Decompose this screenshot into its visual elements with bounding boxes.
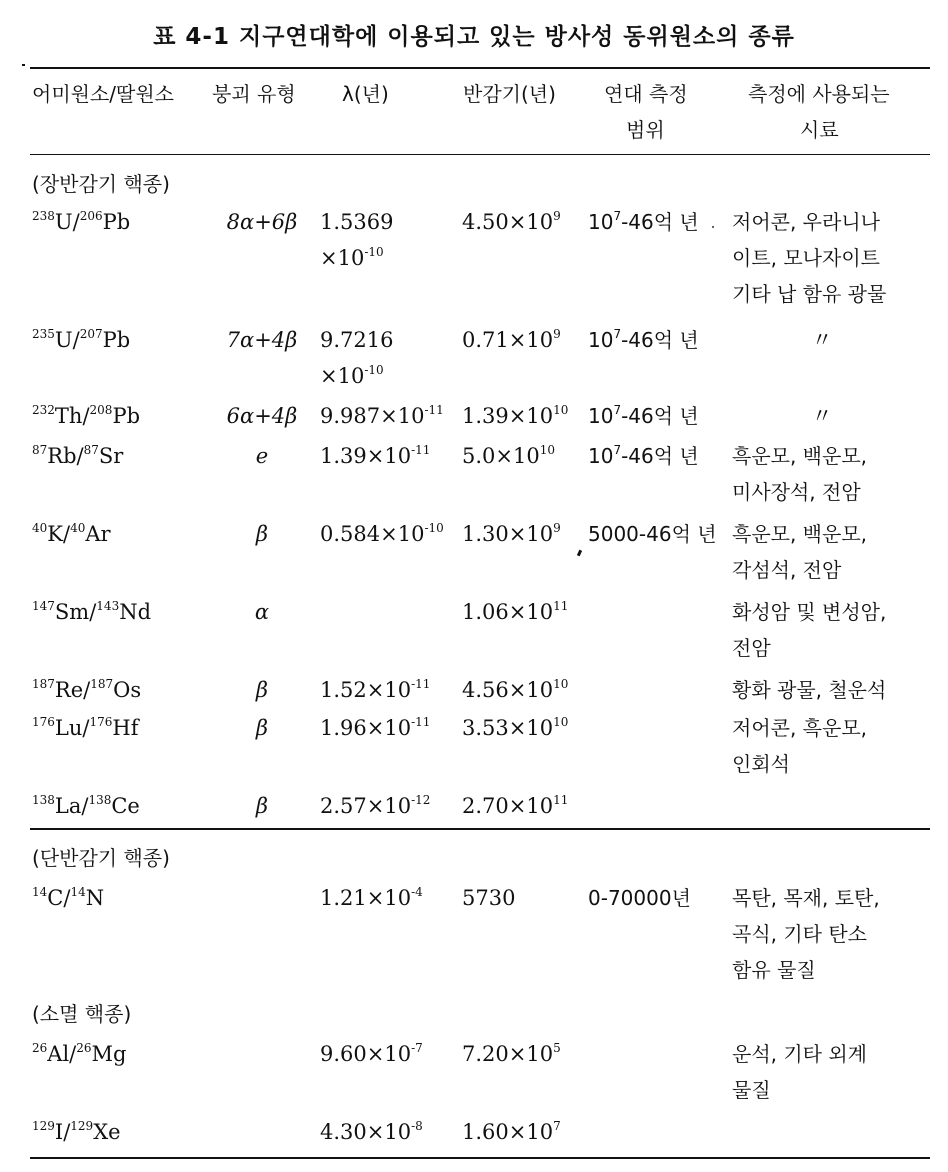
nuclide-la138: $^{138}$La/$^{138}$Ce	[32, 793, 140, 818]
sample-lu176-1: 저어콘, 흑운모,	[732, 716, 867, 740]
sample-rb87-2: 미사장석, 전암	[732, 480, 861, 504]
header-range-2: 범위	[626, 118, 665, 142]
sample-c14-2: 곡식, 기타 탄소	[732, 922, 867, 946]
half-u235: $0.71\times 10^9$	[462, 327, 561, 352]
nuclide-lu176: $^{176}$Lu/$^{176}$Hf	[32, 715, 139, 740]
range-th232: $10^7-46$억 년	[588, 403, 699, 428]
nuclide-re187: $^{187}$Re/$^{187}$Os	[32, 677, 142, 702]
half-rb87: $5.0\times 10^{10}$	[462, 443, 555, 468]
range-u238: $10^7-46$억 년	[588, 209, 699, 234]
lambda-th232: $9.987\times 10^{-11}$	[320, 403, 444, 428]
header-sample-2: 시료	[800, 118, 839, 142]
nuclide-al26: $^{26}$Al/$^{26}$Mg	[32, 1041, 127, 1066]
sample-rb87-1: 흑운모, 백운모,	[732, 444, 867, 468]
nuclide-u238: $^{238}$U/$^{206}$Pb	[32, 209, 131, 234]
sample-c14-3: 함유 물질	[732, 958, 816, 982]
sample-u238-1: 저어콘, 우라니나	[732, 210, 880, 234]
lambda-lu176: $1.96\times 10^{-11}$	[320, 715, 431, 740]
lambda-k40: $0.584\times 10^{-10}$	[320, 521, 444, 546]
decay-re187: β	[255, 678, 269, 702]
half-u238: $4.50\times 10^9$	[462, 209, 561, 234]
lambda-u235-l1: 9.7216	[320, 328, 394, 352]
decay-k40: β	[255, 522, 269, 546]
stray-tick	[577, 550, 582, 557]
range-k40: 5000-46억 년	[588, 522, 717, 546]
decay-u235: 7α+4β	[226, 328, 298, 352]
half-sm147: $1.06\times 10^{11}$	[462, 599, 569, 624]
stray-dot	[712, 226, 714, 228]
decay-th232: 6α+4β	[226, 404, 298, 428]
header-lambda: λ(년)	[342, 82, 389, 106]
half-re187: $4.56\times 10^{10}$	[462, 677, 569, 702]
sample-th232: 〃	[811, 404, 833, 428]
range-u235: $10^7-46$억 년	[588, 327, 699, 352]
lambda-rb87: $1.39\times 10^{-11}$	[320, 443, 431, 468]
section-short: (단반감기 핵종)	[32, 846, 170, 870]
lambda-al26: $9.60\times 10^{-7}$	[320, 1041, 423, 1066]
sample-k40-2: 각섬석, 전암	[732, 558, 842, 582]
nuclide-th232: $^{232}$Th/$^{208}$Pb	[32, 403, 141, 428]
table-title: 표 4-1 지구연대학에 이용되고 있는 방사성 동위원소의 종류	[153, 24, 795, 50]
nuclide-u235: $^{235}$U/$^{207}$Pb	[32, 327, 131, 352]
section-long: (장반감기 핵종)	[32, 172, 170, 196]
sample-sm147-2: 전암	[732, 636, 771, 660]
header-parent-daughter: 어미원소/딸원소	[32, 82, 174, 106]
range-rb87: $10^7-46$억 년	[588, 443, 699, 468]
bottom-rule	[30, 1157, 930, 1159]
lambda-u238-l2: $\times 10^{-10}$	[320, 245, 384, 270]
lambda-c14: $1.21\times 10^{-4}$	[320, 885, 423, 910]
half-la138: $2.70\times 10^{11}$	[462, 793, 569, 818]
header-half-life: 반감기(년)	[463, 82, 556, 106]
sample-k40-1: 흑운모, 백운모,	[732, 522, 867, 546]
lambda-re187: $1.52\times 10^{-11}$	[320, 677, 431, 702]
sample-u238-2: 이트, 모나자이트	[732, 246, 880, 270]
lambda-u238-l1: 1.5369	[320, 210, 394, 234]
section-extinct: (소멸 핵종)	[32, 1002, 132, 1026]
sample-c14-1: 목탄, 목재, 토탄,	[732, 886, 880, 910]
decay-rb87: e	[255, 444, 269, 468]
decay-lu176: β	[255, 716, 269, 740]
sample-al26-2: 물질	[732, 1078, 771, 1102]
half-k40: $1.30\times 10^9$	[462, 521, 561, 546]
section-rule	[30, 828, 930, 830]
range-c14: 0-70000년	[588, 886, 691, 910]
stray-mark	[22, 64, 25, 66]
lambda-la138: $2.57\times 10^{-12}$	[320, 793, 431, 818]
decay-u238: 8α+6β	[226, 210, 298, 234]
nuclide-c14: $^{14}$C/$^{14}$N	[32, 885, 105, 910]
sample-u238-3: 기타 납 함유 광물	[732, 282, 887, 306]
header-sample-1: 측정에 사용되는	[748, 82, 890, 106]
half-c14: 5730	[462, 886, 516, 910]
nuclide-sm147: $^{147}$Sm/$^{143}$Nd	[32, 599, 152, 624]
half-lu176: $3.53\times 10^{10}$	[462, 715, 569, 740]
lambda-i129: $4.30\times 10^{-8}$	[320, 1119, 423, 1144]
header-rule	[30, 154, 930, 155]
sample-al26-1: 운석, 기타 외계	[732, 1042, 867, 1066]
decay-sm147: α	[254, 600, 270, 624]
half-al26: $7.20\times 10^5$	[462, 1041, 561, 1066]
nuclide-k40: $^{40}$K/$^{40}$Ar	[32, 521, 111, 546]
header-range-1: 연대 측정	[604, 82, 688, 106]
header-decay-type: 붕괴 유형	[212, 82, 296, 106]
sample-re187: 황화 광물, 철운석	[732, 678, 887, 702]
top-rule	[30, 67, 930, 69]
nuclide-i129: $^{129}$I/$^{129}$Xe	[32, 1119, 121, 1144]
half-i129: $1.60\times 10^7$	[462, 1119, 561, 1144]
sample-sm147-1: 화성암 및 변성암,	[732, 600, 887, 624]
half-th232: $1.39\times 10^{10}$	[462, 403, 569, 428]
lambda-u235-l2: $\times 10^{-10}$	[320, 363, 384, 388]
decay-la138: β	[255, 794, 269, 818]
nuclide-rb87: $^{87}$Rb/$^{87}$Sr	[32, 443, 124, 468]
sample-lu176-2: 인회석	[732, 752, 790, 776]
sample-u235: 〃	[811, 328, 833, 352]
